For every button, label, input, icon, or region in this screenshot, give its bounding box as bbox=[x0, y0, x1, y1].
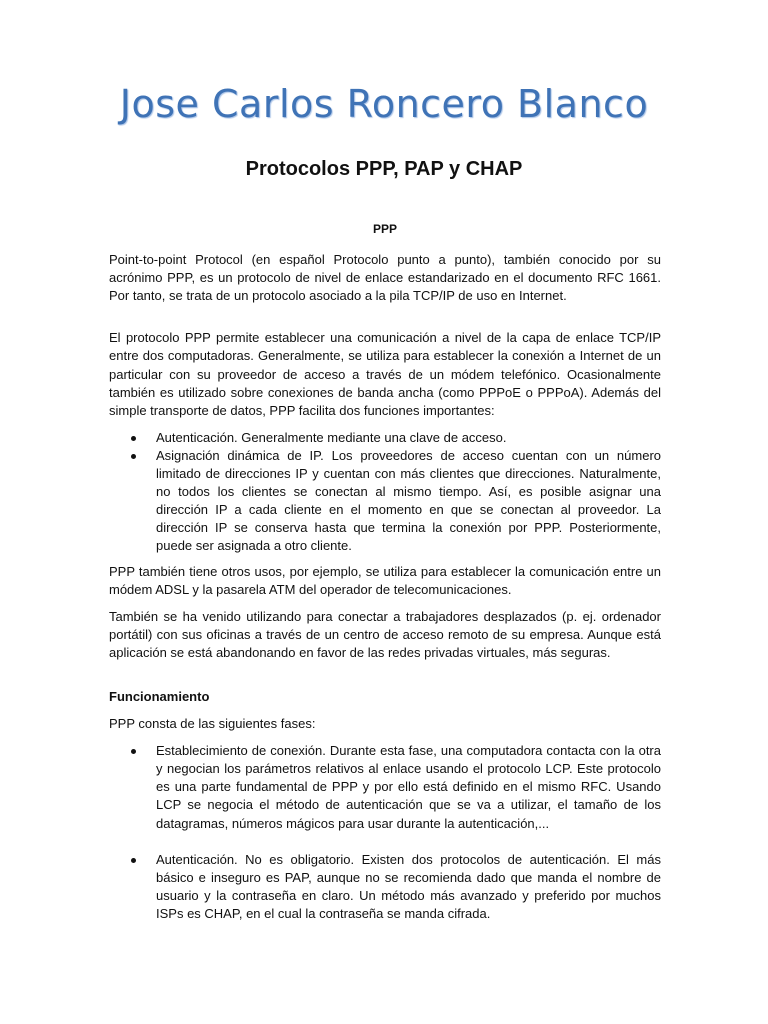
list-item: Asignación dinámica de IP. Los proveedores de acceso cuentan con un número limitado de direcciones IP y cuentan con más clientes que direcciones. Naturalmente, no todos los clientes se conectan al mismo tiempo. Así, es posible asignar una dirección IP a cada cliente en el momento en que se conectan al proveedor. La dirección IP se conserva hasta que termina la conexión por PPP. Posteriormente, puede ser asignada a otro cliente. bbox=[109, 447, 661, 556]
list-item: Autenticación. Generalmente mediante una clave de acceso. bbox=[109, 429, 661, 447]
list-item: Establecimiento de conexión. Durante esta fase, una computadora contacta con la otra y negocian los parámetros relativos al enlace usando el protocolo LCP. Este protocolo es una parte fundamental de PPP y por ello está definido en el mismo RFC. Usando LCP se negocia el método de autenticación que se va a utilizar, el tamaño de los datagramas, números mágicos para usar durante la autenticación,... bbox=[109, 742, 661, 832]
functions-list bbox=[109, 429, 661, 556]
phases-list bbox=[109, 742, 661, 923]
author-name: Jose Carlos Roncero Blanco bbox=[119, 82, 649, 126]
paragraph-other-uses: PPP también tiene otros usos, por ejemplo, se utiliza para establecer la comunicación entre un módem ADSL y la pasarela ATM del operador de telecomunicaciones. bbox=[109, 563, 661, 597]
document-body bbox=[109, 220, 661, 941]
page-title: Protocolos PPP, PAP y CHAP bbox=[245, 158, 523, 180]
paragraph-phases-intro: PPP consta de las siguientes fases: bbox=[109, 716, 316, 732]
section-label-ppp: PPP bbox=[372, 222, 397, 236]
paragraph-intro: Point-to-point Protocol (en español Protocolo punto a punto), también conocido por su acrónimo PPP, es un protocolo de nivel de enlace estandarizado en el documento RFC 1661. Por tanto, se trata de un protocolo asociado a la pila TCP/IP de uso en Internet. bbox=[109, 252, 661, 304]
paragraph-description: El protocolo PPP permite establecer una comunicación a nivel de la capa de enlace TCP/IP entre dos computadoras. Generalmente, se utiliza para establecer la conexión a Internet de un particular con su proveedor de acceso a través de un módem telefónico. Ocasionalmente también es utilizado sobre conexiones de banda ancha (como PPPoE o PPPoA). Además del simple transporte de datos, PPP facilita dos funciones importantes: bbox=[109, 330, 661, 418]
paragraph-remote-workers: También se ha venido utilizando para conectar a trabajadores desplazados (p. ej. ordenador portátil) con sus oficinas a través de un centro de acceso remoto de su empresa. Aunque está aplicación se está abandonando en favor de las redes privadas virtuales, más seguras. bbox=[109, 608, 661, 660]
list-item: Autenticación. No es obligatorio. Existen dos protocolos de autenticación. El más básico e inseguro es PAP, aunque no se recomienda dado que manda el nombre de usuario y la contraseña en claro. Un método más avanzado y preferido por muchos ISPs es CHAP, en el cual la contraseña se manda cifrada. bbox=[109, 851, 661, 923]
heading-funcionamiento: Funcionamiento bbox=[109, 688, 210, 704]
